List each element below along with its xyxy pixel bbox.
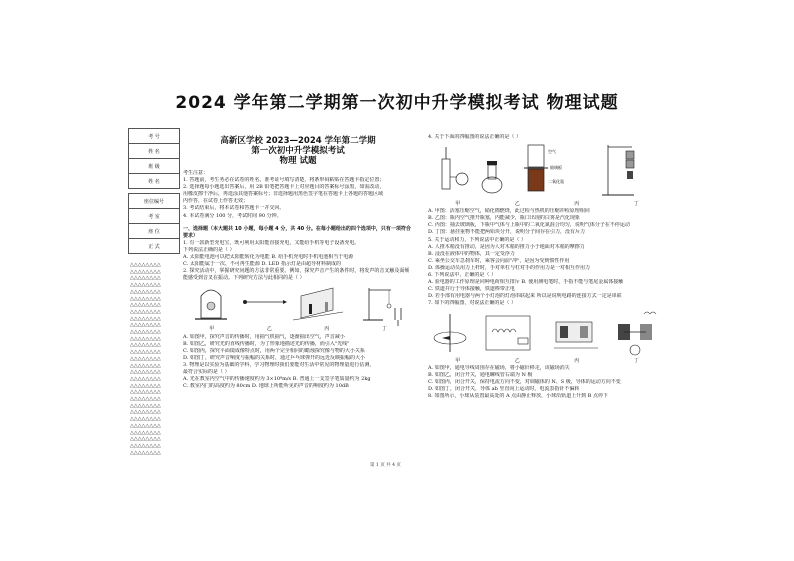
question-7-figure-labels: 甲 乙 丙 丁 <box>455 357 639 364</box>
question-5-option: C. 乘坐公交车急刹车时，乘客会向前"冲"，是因为受到惯性作用 <box>428 257 570 264</box>
triangle-row: △△△△△△△△ <box>130 262 161 268</box>
question-4-option: B. 乙图：瓶内空气推开瓶塞，内能减少，瓶口出现的白雾是汽化现象 <box>428 215 580 222</box>
question-6-option: C. 铁道并行于导体接触，铁道棒带正电 <box>428 286 515 293</box>
question-1-option: C. 太阳能属于一次、不可再生能源 D. LED 指示灯是由超导材料制成的 <box>183 261 341 268</box>
fig-label-air: 空气 <box>548 149 556 155</box>
question-8-stem: 8. 如图所示，小球从装置最高处的 A 点由静止释放，小球沿轨道上升到 B 点停下 <box>428 392 609 399</box>
side-fields-table <box>128 128 180 254</box>
notice-line: 用橡皮擦干净后，再选涂其他答案标号；非选择题用黑色签字笔在答题卡上各题的答题区域 <box>183 191 384 198</box>
question-3-option: A. 光在教室内空气中的传播速度约为 3×10⁸m/s B. 普通上一支签字笔质量约为 2kg <box>183 376 371 383</box>
section-heading: 一、选择题（本大题共 10 小题，每小题 4 分，共 40 分。在每小题给出的四个选项中，只有一项符合要求） <box>183 225 411 239</box>
question-5-option: D. 体操运动员用力上杆时，手对单杠与杠对手的作用力是一对相互作用力 <box>428 264 591 271</box>
question-2-option: D. 如图丁，研究声音响度与振幅的关系时，通过乒乓球弹开的远近反映振幅的大小 <box>183 354 366 361</box>
question-6-option: D. 若手部有用电器与两个小灯泡的灯泡串联起来 所以是说明电路的连接方式一定是串联 <box>428 293 622 300</box>
question-4-stem: 4. 关于下面的四幅图的说法正确的是（ ） <box>428 134 521 140</box>
notice-line: 2. 选择题每小题选出答案后，用 2B 铅笔把答题卡上对应题目的答案标号涂黑，如需改动， <box>183 184 385 191</box>
question-4-option: D. 丁图：悬挂重物不能把两铅块分开，说明分子间存在引力，没有斥力 <box>428 229 586 236</box>
side-seat: 正 式 <box>129 239 180 254</box>
notice-title: 考生注意： <box>183 170 209 176</box>
notice-line: 1. 答题前，考生务必在试卷的姓名、准考证号填写清楚，将条形码粘贴在答题卡指定位置； <box>183 177 385 184</box>
side-field: 考 号 <box>129 129 180 144</box>
side-seat: 考 室 <box>129 209 180 224</box>
question-2-figure-labels: 甲 乙 丙 丁 <box>209 326 387 333</box>
question-2-option: B. 如图乙，研究光的直线传播时，为了形象地描述光的传播，而引入"光线" <box>183 340 350 347</box>
notice-line: 内作答，在试卷上作答无效； <box>183 198 249 205</box>
question-1-line: 下列说法正确的是（ ） <box>183 246 235 253</box>
question-7-figure <box>428 308 666 358</box>
question-4-option: A. 甲图：活塞压缩空气，硝化棉燃烧，此过程与热机的压缩冲程原理相同 <box>428 208 590 215</box>
side-seat: 座位编号 <box>129 194 180 209</box>
question-2-stem: 2. 探究活动中，掌握研究问题的方法非常重要。例如，探究声音产生的条件时，将发声的音叉触及面颊能感受到音叉在振动。下列研究方法与此相同的是（ ） <box>183 268 410 282</box>
question-2-option: C. 如图丙，探究平面镜成像特点时，用两个完全相同的蜡烛探究像与物的大小关系 <box>183 347 365 354</box>
exam-title: 第一次初中升学模拟考试 <box>251 146 345 156</box>
question-1-option: A. 太阳能电池可以把太阳能转化为电能 B. 给手机充电时手机电池相当于电源 <box>183 254 354 261</box>
right-column <box>428 134 666 400</box>
question-3-line: 最符合实际的是（ ） <box>183 368 230 375</box>
exam-banner-title: 2024 学年第二学期第一次初中升学模拟考试 物理试题 <box>175 93 619 113</box>
school-title: 高新区学校 2023—2024 学年第二学期 <box>220 136 376 146</box>
question-4-option: C. 丙图：抽去玻璃板，下瓶中气体与上瓶中的二氧化氮混合均匀，说明气体分子在不停运动 <box>428 222 630 229</box>
subject-title: 物理 试题 <box>279 156 317 166</box>
question-4-figure-labels: 甲 乙 丙 丁 <box>455 201 639 208</box>
page-footer: 第 1 页 共 4 页 <box>370 463 401 468</box>
question-7-option: C. 如图丙，闭合开关，保持电流方向不变，对调磁体的 N、S 极，导体的运动方向不变 <box>428 378 621 385</box>
question-2-option: A. 如图甲，探究声音的传播时，用抽气机抽气，逐渐抽出空气，声音减小 <box>183 333 345 340</box>
question-6-stem: 6. 下列说法中，正确的是（ ） <box>428 272 496 279</box>
question-7-option: D. 如图丁，闭合开关，导体 ab 竖直向上运动时，电流表指针不偏转 <box>428 385 580 392</box>
question-7-option: A. 如图甲，通电导线周围存在磁场，将小磁针移走，该磁场消失 <box>428 364 570 371</box>
question-7-stem: 7. 如下的四幅图，对说法正确的是（ ） <box>428 300 516 307</box>
left-column <box>183 136 413 390</box>
question-5-stem: 5. 关于运动和力，下列说法中正确的是（ ） <box>428 236 526 243</box>
side-field: 姓 名 <box>129 174 180 189</box>
question-7-option: B. 如图乙，闭合开关，通电螺线管右端为 N 极 <box>428 371 533 378</box>
question-5-option: A. 人推木箱没有推动，是因为人对木箱的推力小于地面对木箱的摩擦力 <box>428 243 585 250</box>
notice-line: 3. 考试结束后，将本试卷和答题卡一并交回。 <box>183 205 285 212</box>
question-6-option: A. 验电器的工作原理是同种电荷相互排斥 B. 使用测电笔时，手指不能与笔尾金属体接触 <box>428 279 624 286</box>
fig-label-no2: 二氧化氮 <box>548 179 564 185</box>
question-3-option: C. 教室内门的高度约为 80cm D. 地球上所能听见的声音的响度约为 10dB <box>183 383 349 390</box>
side-field: 姓 名 <box>129 144 180 159</box>
question-5-option: B. 浸没在液体中的物体，其一定受浮力 <box>428 250 515 257</box>
question-1-line: 1. 有一款新型充电宝，既可利用太阳能直接充电，又能给手机等电子设备充电。 <box>183 239 360 246</box>
question-2-figure <box>183 282 413 326</box>
question-4-figure <box>428 141 666 201</box>
fig-label-glass: 玻璃板 <box>550 165 562 171</box>
side-field: 班 级 <box>129 159 180 174</box>
notice-line: 4. 本试卷满分 100 分，考试时间 90 分钟。 <box>183 212 282 219</box>
question-3-line: 3. 物理是以实验为基础的学科，学习物理时我们要能对生活中常见的物理量进行估测， <box>183 361 375 368</box>
seal-line-triangles: △△△△△△△△ △△△△△△△△ △△△△△△△△ △△△△△△△△ △△△△△△△△ △△△△△△△△ △△△△△△△△ △△△△△△△△ △△△△△△△△ △△△△△△△△ △△△△△△△△ △△△△△△△△ △△△△△△△△ △△△△△△△△ △△△△△△△△ △△△△△△△△ △△△△△△△△ △△△△△△△△ △△△△△△△△ △△△△△△△△ △△△△△△△△ △△△△△△△△ △△△△△△△△ △△△△△△△△ △△△△△△△△ △△△△△△△△ △△△△△△△△ △△△△△△△△ △△△△△△△△ <box>130 262 180 462</box>
side-seat: 座 位 <box>129 224 180 239</box>
